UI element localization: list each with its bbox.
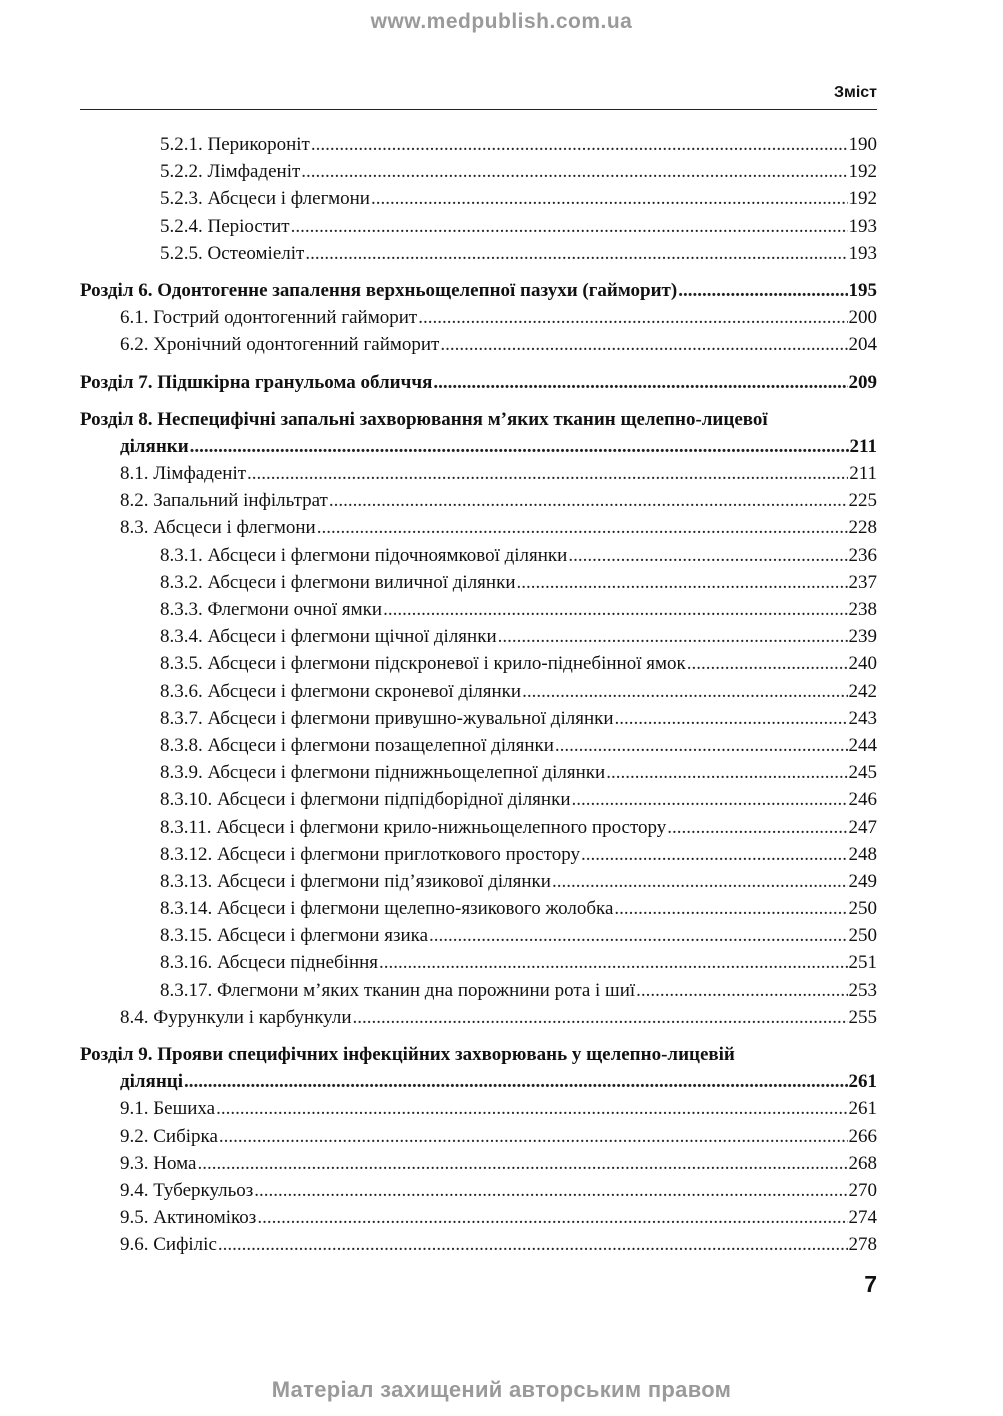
toc-entry-label: 8.3.9. Абсцеси і флегмони піднижньощелепної ділянки: [160, 762, 606, 784]
toc-entry-label: 8.3.1. Абсцеси і флегмони підочноямкової ділянки: [160, 544, 568, 566]
toc-entry-label: 9.2. Сибірка: [120, 1125, 218, 1147]
toc-entry-page: 242: [848, 680, 877, 702]
toc-entry-label: 8.3.3. Флегмони очної ямки: [160, 599, 383, 620]
toc-entry-label: 8.3.10. Абсцеси і флегмони підпідборідної ділянки: [160, 789, 571, 811]
dot-leader: [216, 1095, 847, 1122]
toc-entry-label: 5.2.4. Періостит: [160, 215, 290, 237]
dot-leader: [190, 433, 849, 460]
toc-entry-page: 274: [848, 1207, 877, 1229]
dot-leader: [429, 922, 847, 949]
dot-leader: [379, 949, 847, 976]
dot-leader: [615, 705, 848, 732]
toc-entry-page: 244: [848, 734, 877, 756]
copyright-watermark: Матеріал захищений авторським правом: [271, 1377, 732, 1402]
toc-entry-label: 8.2. Запальний інфільтрат: [120, 490, 328, 512]
toc-entry-page: 192: [848, 161, 877, 183]
toc-entry-page: 255: [848, 1006, 877, 1028]
dot-leader: [572, 786, 848, 813]
dot-leader: [329, 487, 848, 514]
toc-entry-label: 8.3.12. Абсцеси і флегмони приглоткового простору: [160, 843, 580, 865]
toc-entry-label: 8.3.13. Абсцеси і флегмони під’язикової ділянки: [160, 870, 551, 892]
toc-entry[interactable]: [80, 542, 877, 569]
dot-leader: [418, 304, 847, 331]
toc-entry-label: 6.1. Гострий одонтогенний гайморит: [120, 307, 418, 329]
dot-leader: [311, 131, 848, 158]
dot-leader: [371, 185, 848, 212]
toc-entry-label: ділянці: [120, 1071, 184, 1093]
dot-leader: [433, 369, 847, 396]
dot-leader: [498, 623, 848, 650]
toc-entry[interactable]: [80, 1004, 877, 1031]
toc-entry[interactable]: [80, 868, 877, 895]
dot-leader: [219, 1123, 848, 1150]
toc-entry-page: 248: [848, 843, 877, 865]
toc-entry[interactable]: [80, 331, 877, 358]
toc-entry-page: 211: [849, 463, 877, 485]
toc-entry-label: 5.2.5. Остеоміеліт: [160, 242, 305, 264]
dot-leader: [353, 1004, 848, 1031]
toc-entry-label: 8.3.8. Абсцеси і флегмони позащелепної ділянки: [160, 734, 554, 756]
toc-entry-page: 261: [848, 1098, 877, 1120]
dot-leader: [517, 569, 848, 596]
toc-entry-page: 200: [848, 307, 877, 329]
toc-entry-page: 245: [848, 762, 877, 784]
toc-entry[interactable]: [80, 922, 877, 949]
toc-entry-page: 240: [848, 653, 877, 675]
toc-entry[interactable]: [80, 1123, 877, 1150]
toc-entry[interactable]: [80, 487, 877, 514]
dot-leader: [317, 514, 848, 541]
toc-entry[interactable]: [80, 304, 877, 331]
running-head: Зміст: [833, 84, 877, 101]
toc-entry[interactable]: [80, 732, 877, 759]
dot-leader: [218, 1231, 848, 1258]
toc-entry-page: 246: [848, 789, 877, 811]
toc-entry-label: Розділ 7. Підшкірна гранульома обличчя: [80, 371, 433, 393]
toc-entry[interactable]: [80, 623, 877, 650]
toc-entry-label: 8.3.4. Абсцеси і флегмони щічної ділянки: [160, 626, 497, 648]
toc-entry-label: 8.4. Фурункули і карбункули: [120, 1006, 352, 1028]
toc-entry[interactable]: [80, 650, 877, 677]
dot-leader: [606, 759, 847, 786]
toc-entry[interactable]: [80, 514, 877, 541]
toc-entry-label: 8.3.11. Абсцеси і флегмони крило-нижньощелепного простору: [160, 816, 667, 838]
toc-entry-page: 195: [848, 279, 877, 301]
toc-entry-label: 8.3.14. Абсцеси і флегмони щелепно-язикового жолобка: [160, 898, 614, 920]
toc-entry-label: 8.3.6. Абсцеси і флегмони скроневої ділянки: [160, 680, 522, 702]
toc-chapter-entry[interactable]: [80, 369, 877, 396]
toc-entry-label: 8.3.2. Абсцеси і флегмони виличної ділянки: [160, 571, 516, 593]
page-number: 7: [864, 1271, 877, 1297]
toc-entry[interactable]: [80, 569, 877, 596]
toc-entry[interactable]: [80, 158, 877, 185]
toc-entry-page: 266: [848, 1125, 877, 1147]
toc-entry-page: 268: [848, 1152, 877, 1174]
dot-leader: [184, 1068, 847, 1095]
toc-entry-page: 237: [848, 571, 877, 593]
toc-entry-label: 8.3.5. Абсцеси і флегмони підскроневої і крило-піднебінної ямок: [160, 653, 686, 675]
dot-leader: [568, 542, 847, 569]
toc-entry[interactable]: [80, 1095, 877, 1122]
toc-entry-page: 249: [848, 870, 877, 892]
header-rule: [80, 109, 877, 110]
toc-entry-page: 209: [848, 371, 877, 393]
toc-chapter-title: Розділ 9. Прояви специфічних інфекційних захворювань у щелепно-лицевій: [80, 1044, 735, 1065]
toc-entry-label: 9.4. Туберкульоз: [120, 1179, 254, 1201]
toc-entry-page: 236: [848, 544, 877, 566]
toc-entry-label: 9.5. Актиномікоз: [120, 1207, 257, 1229]
toc-entry-label: 8.1. Лімфаденіт: [120, 463, 247, 485]
toc-entry-page: 211: [849, 435, 877, 457]
toc-entry-label: 9.6. Сифіліс: [120, 1234, 217, 1256]
toc-chapter-entry[interactable]: [80, 433, 877, 460]
toc-entry-label: 5.2.2. Лімфаденіт: [160, 161, 301, 183]
toc-entry-label: 5.2.3. Абсцеси і флегмони: [160, 188, 370, 210]
toc-entry-page: 193: [848, 242, 877, 264]
dot-leader: [197, 1150, 847, 1177]
toc-entry-page: 204: [848, 334, 877, 356]
toc-entry-page: 247: [848, 816, 877, 838]
watermark-url: www.medpublish.com.ua: [370, 10, 633, 33]
toc-entry-page: 253: [848, 979, 877, 1001]
dot-leader: [555, 732, 848, 759]
toc-chapter-title: Розділ 8. Неспецифічні запальні захворювання м’яких тканин щелепно-лицевої: [80, 408, 768, 430]
toc-entry[interactable]: [80, 240, 877, 267]
toc-entry[interactable]: [80, 759, 877, 786]
toc-entry-page: 251: [848, 952, 877, 974]
dot-leader: [614, 895, 847, 922]
dot-leader: [667, 814, 847, 841]
dot-leader: [636, 977, 847, 1004]
toc-entry-label: 9.3. Нома: [120, 1152, 197, 1174]
toc-entry[interactable]: [80, 131, 877, 158]
toc-entry[interactable]: [80, 1150, 877, 1177]
toc-entry-page: 193: [848, 215, 877, 237]
toc-entry[interactable]: [80, 705, 877, 732]
dot-leader: [254, 1177, 847, 1204]
toc-entry[interactable]: [80, 213, 877, 240]
toc-entry-page: 228: [848, 517, 877, 539]
dot-leader: [552, 868, 848, 895]
toc-entry-page: 190: [848, 134, 877, 155]
dot-leader: [301, 158, 847, 185]
toc-entry-label: 8.3.16. Абсцеси піднебіння: [160, 952, 379, 974]
toc-entry-page: 192: [848, 188, 877, 210]
toc-entry[interactable]: [80, 1204, 877, 1231]
dot-leader: [291, 213, 848, 240]
toc-entry-label: 8.3.17. Флегмони м’яких тканин дна порожнини рота і шиї: [160, 979, 636, 1001]
table-of-contents: [80, 131, 877, 1259]
toc-entry-label: 8.3.7. Абсцеси і флегмони привушно-жувальної ділянки: [160, 707, 614, 729]
toc-entry[interactable]: [80, 841, 877, 868]
dot-leader: [522, 678, 847, 705]
toc-entry[interactable]: [80, 786, 877, 813]
toc-entry[interactable]: [80, 949, 877, 976]
toc-entry-page: 278: [848, 1234, 877, 1256]
toc-entry-page: 238: [848, 599, 877, 620]
toc-entry-label: 8.3. Абсцеси і флегмони: [120, 517, 316, 539]
dot-leader: [383, 596, 847, 623]
dot-leader: [305, 240, 847, 267]
toc-entry[interactable]: [80, 1231, 877, 1258]
toc-chapter-entry[interactable]: [80, 277, 877, 304]
toc-entry[interactable]: [80, 185, 877, 212]
toc-entry-page: 270: [848, 1179, 877, 1201]
toc-entry-label: 5.2.1. Перикороніт: [160, 134, 310, 155]
dot-leader: [687, 650, 848, 677]
toc-entry-label: 6.2. Хронічний одонтогенний гайморит: [120, 334, 440, 356]
toc-entry[interactable]: [80, 1177, 877, 1204]
toc-entry[interactable]: [80, 460, 877, 487]
toc-entry-page: 250: [848, 925, 877, 947]
toc-entry[interactable]: [80, 814, 877, 841]
dot-leader: [247, 460, 848, 487]
toc-entry[interactable]: [80, 895, 877, 922]
toc-entry-page: 225: [848, 490, 877, 512]
toc-entry[interactable]: [80, 596, 877, 623]
toc-entry-label: Розділ 6. Одонтогенне запалення верхньощелепної пазухи (гайморит): [80, 279, 678, 301]
toc-entry-label: ділянки: [120, 435, 189, 457]
toc-entry-page: 250: [848, 898, 877, 920]
toc-entry-label: 9.1. Бешиха: [120, 1098, 216, 1120]
dot-leader: [440, 331, 847, 358]
toc-entry-page: 261: [848, 1071, 877, 1093]
toc-chapter-entry[interactable]: [80, 1068, 877, 1095]
dot-leader: [257, 1204, 847, 1231]
toc-entry-label: 8.3.15. Абсцеси і флегмони язика: [160, 925, 429, 947]
toc-entry[interactable]: [80, 977, 877, 1004]
toc-entry-page: 243: [848, 707, 877, 729]
toc-entry-page: 239: [848, 626, 877, 648]
dot-leader: [678, 277, 847, 304]
dot-leader: [581, 841, 848, 868]
toc-entry[interactable]: [80, 678, 877, 705]
